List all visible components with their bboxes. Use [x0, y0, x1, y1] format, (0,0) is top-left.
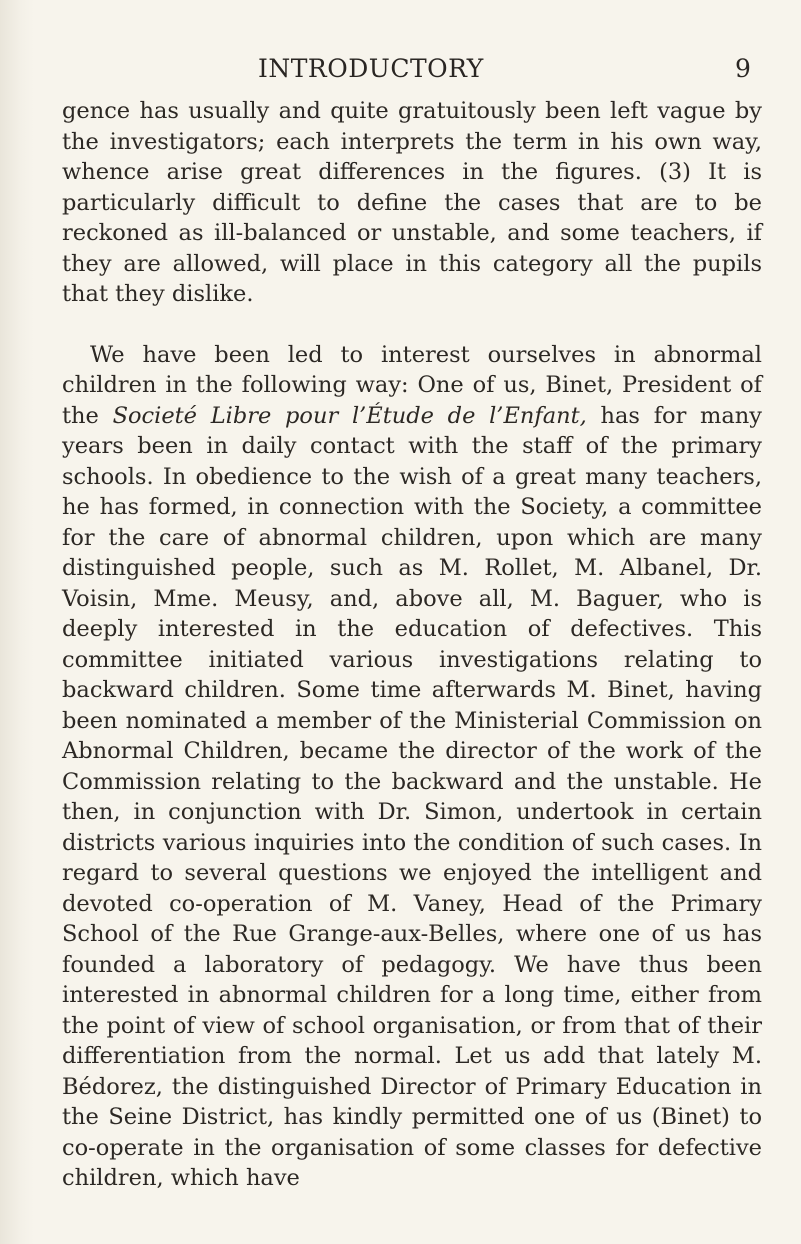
- paragraph-text: has for many years been in daily contact with the staff of the primary schools. In obedience to the wish of a great many teachers, he has formed, in connection with the Society, a committee for the care of abnormal children, upon which are many distinguished people, such as M. Rollet, M. Albanel, Dr. Voisin, Mme. Meusy, and, above all, M. Baguer, who is deeply interested in the education of defectives. This committee initiated various investigations relating to backward children. Some time afterwards M. Binet, having been nominated a member of the Ministerial Commission on Abnormal Children, became the director of the work of the Commission relating to the backward and the unstable. He then, in conjunction with Dr. Simon, undertook in certain districts various inquiries into the condition of such cases. In regard to several questions we enjoyed the intelligent and devoted co-operation of M. Vaney, Head of the Primary School of the Rue Grange-aux-Belles, where one of us has founded a laboratory of pedagogy. We have thus been interested in abnormal children for a long time, either from the point of view of school organisation, or from that of their differentiation from the normal. Let us add that lately M. Bédorez, the distinguished Director of Primary Education in the Seine District, has kindly permitted one of us (Binet) to co-operate in the organisation of some classes for defective children, which have: [62, 402, 762, 1191]
- page-number: 9: [735, 54, 751, 83]
- page-gutter-shadow: [0, 0, 34, 1244]
- paragraph: gence has usually and quite gratuitously been left vague by the investigators; each interprets the term in his own way, whence arise great differences in the figures. (3) It is particularly difficult to define the cases that are to be reckoned as ill-balanced or unstable, and some teachers, if they are allowed, will place in this category all the pupils that they dislike.: [62, 98, 762, 307]
- paragraph-text: We have been led to interest ourselves in abnormal children in the following way: One of us, Binet, President of the: [62, 341, 762, 429]
- body-text: [62, 96, 762, 1194]
- running-head: INTRODUCTORY: [258, 54, 484, 83]
- page-header: [0, 54, 801, 94]
- society-name: Societé Libre pour l’Étude de l’Enfant,: [112, 402, 587, 429]
- paragraph: [62, 340, 762, 1194]
